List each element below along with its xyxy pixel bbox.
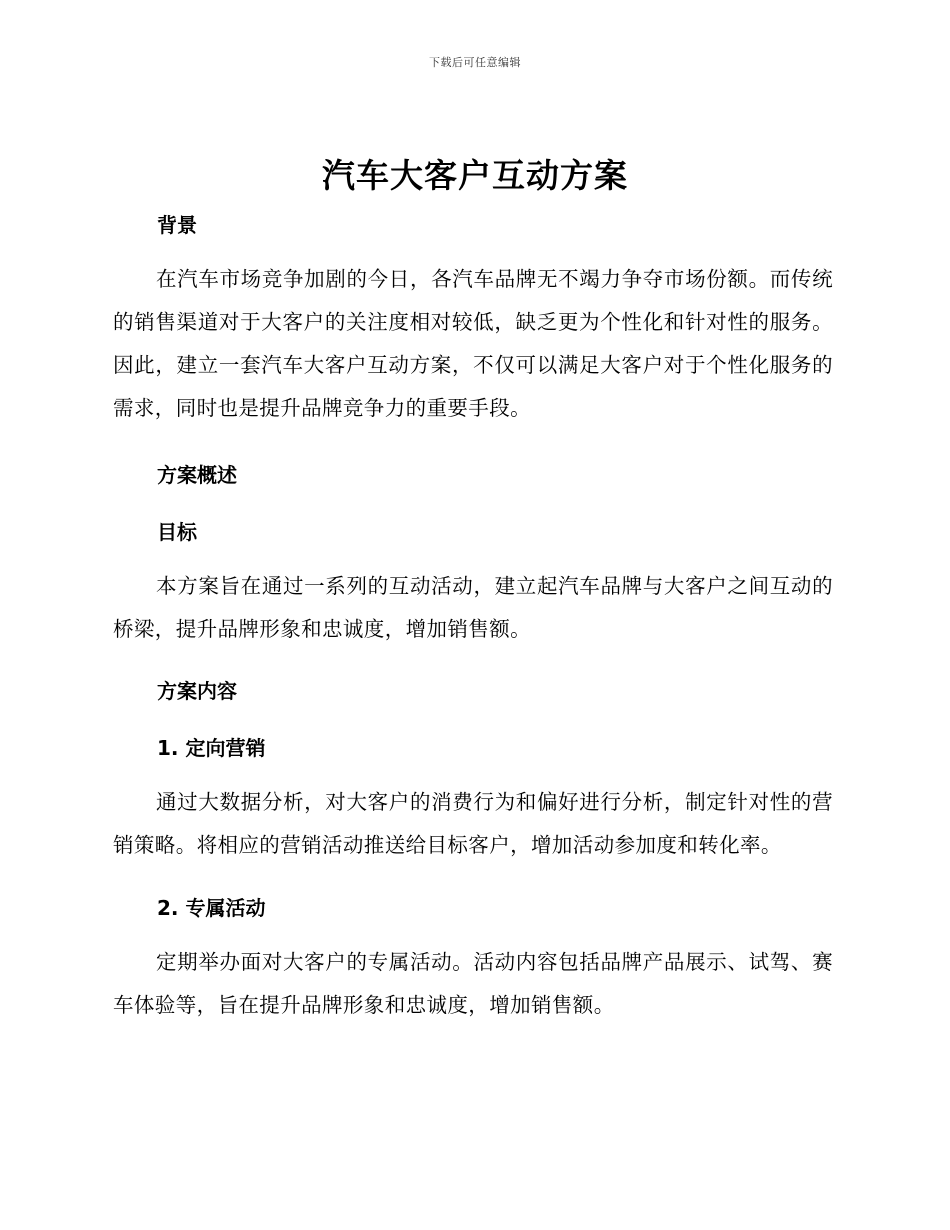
section-heading-content: 方案内容 (157, 679, 237, 703)
paragraph-background: 在汽车市场竞争加剧的今日，各汽车品牌无不竭力争夺市场份额。而传统的销售渠道对于大客户的关注度相对较低，缺乏更为个性化和针对性的服务。因此，建立一套汽车大客户互动方案，不仅可以满足大客户对于个性化服务的需求，同时也是提升品牌竞争力的重要手段。 (113, 267, 833, 420)
section-heading-overview: 方案概述 (157, 463, 237, 487)
section-heading-targeted-marketing: 1. 定向营销 (157, 736, 266, 760)
section-heading-background: 背景 (157, 213, 197, 237)
paragraph-goal: 本方案旨在通过一系列的互动活动，建立起汽车品牌与大客户之间互动的桥梁，提升品牌形象和忠诚度，增加销售额。 (113, 574, 833, 641)
section-heading-exclusive-events: 2. 专属活动 (157, 896, 266, 920)
section-heading-goal: 目标 (157, 520, 197, 544)
paragraph-targeted-marketing: 通过大数据分析，对大客户的消费行为和偏好进行分析，制定针对性的营销策略。将相应的营销活动推送给目标客户，增加活动参加度和转化率。 (113, 790, 833, 857)
paragraph-exclusive-events: 定期举办面对大客户的专属活动。活动内容包括品牌产品展示、试驾、赛车体验等，旨在提升品牌形象和忠诚度，增加销售额。 (113, 950, 833, 1017)
document-title: 汽车大客户互动方案 (322, 156, 628, 195)
page-header-note: 下载后可任意编辑 (429, 56, 521, 69)
